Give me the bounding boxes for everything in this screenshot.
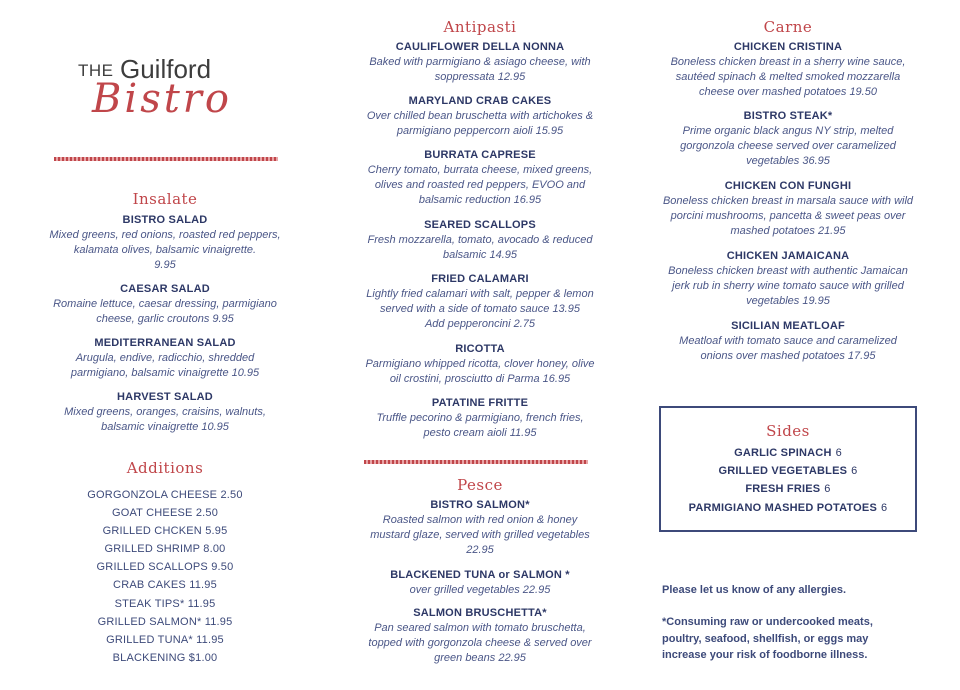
item-desc: Mixed greens, red onions, roasted red peppers, [49,229,281,241]
list-item: GORGONZOLA CHEESE 2.50 [87,489,243,501]
item-name: CAULIFLOWER DELLA NONNA [395,41,565,53]
item-desc: vegetables 36.95 [746,155,830,167]
item-desc: 22.95 [466,544,494,556]
list-item [661,480,915,498]
item-desc: vegetables 19.95 [746,295,830,307]
allergy-note: Please let us know of any allergies. [662,584,847,596]
item-desc: Prime organic black angus NY strip, melted [682,125,894,137]
warning-line: poultry, seafood, shellfish, or eggs may [662,632,869,645]
item-desc: served with a side of tomato sauce 13.95 [380,303,580,315]
menu-item [30,213,300,273]
side-price: 6 [824,483,831,496]
item-name: RICOTTA [455,343,505,355]
item-desc: over grilled vegetables 22.95 [409,584,551,596]
item-desc: Boneless chicken breast in marsala sauce with wild [662,195,914,207]
list-item: GRILLED SCALLOPS 9.50 [96,561,234,574]
item-desc: gorgonzola cheese served over caramelized [680,140,896,152]
menu-item [345,606,615,666]
item-name: CHICKEN CRISTINA [733,41,843,53]
menu-item [648,40,928,100]
menu-item [345,498,615,558]
item-name: BLACKENED TUNA or SALMON * [390,569,570,581]
item-desc: Truffle pecorino & parmigiano, french fries, [376,412,584,424]
warning-line: increase your risk of foodborne illness. [662,649,868,661]
item-desc: soppressata 12.95 [434,71,526,83]
item-desc: cheese over mashed potatoes 19.50 [699,86,877,98]
side-price: 6 [835,447,842,459]
list-item: GRILLED SALMON* 11.95 [97,615,233,628]
item-desc: Add pepperoncini 2.75 [424,318,536,330]
item-name: HARVEST SALAD [117,391,213,403]
list-item: GRILLED CHCKEN 5.95 [102,525,228,538]
list-item: GRILLED SHRIMP 8.00 [104,543,226,556]
divider-pesce [364,460,588,464]
sides-list [661,444,915,517]
section-title-pesce: Pesce [457,476,503,494]
item-desc: parmigiano peppercorn aioli 15.95 [396,125,564,137]
item-desc: sautéed spinach & melted smoked mozzarella [675,71,901,83]
side-name: GRILLED VEGETABLES [718,465,848,478]
item-desc: Mixed greens, oranges, craisins, walnuts, [64,406,266,418]
item-name: SALMON BRUSCHETTA* [413,607,547,619]
item-name: PATATINE FRITTE [431,397,529,409]
logo-script: Bistro [92,76,232,122]
item-desc: olives and roasted red peppers, EVOO and [374,179,586,191]
list-item: STEAK TIPS* 11.95 [114,597,216,610]
list-item: GOAT CHEESE 2.50 [111,507,219,520]
menu-item [345,272,615,332]
item-name: SICILIAN MEATLOAF [731,320,845,332]
logo-the: THE [78,61,114,80]
item-desc: Pan seared salmon with tomato bruschetta, [374,622,586,634]
list-item: CRAB CAKES 11.95 [113,579,217,592]
side-name: FRESH FRIES [745,483,821,496]
item-desc: Cherry tomato, burrata cheese, mixed greens, [367,164,593,176]
item-name: MARYLAND CRAB CAKES [408,95,552,107]
menu-item [648,179,928,239]
section-title-insalate: Insalate [132,190,198,208]
item-name: BISTRO STEAK* [743,110,833,122]
logo-name: Guilford [120,54,212,84]
item-desc: topped with gorgonzola cheese & served over [368,637,592,649]
sides-box [659,406,917,532]
section-title-carne: Carne [763,18,813,36]
item-desc: balsamic reduction 16.95 [418,194,542,206]
section-title-additions: Additions [126,459,204,477]
list-item [661,462,915,480]
list-item: GRILLED TUNA* 11.95 [106,633,224,646]
item-name: BURRATA CAPRESE [424,149,536,161]
section-title-antipasti: Antipasti [443,18,517,36]
item-desc: oil crostini, prosciutto di Parma 16.95 [389,373,571,385]
side-name: GARLIC SPINACH [734,447,832,459]
item-desc: Baked with parmigiano & asiago cheese, with [369,56,591,68]
item-desc: Fresh mozzarella, tomato, avocado & reduced [367,234,593,246]
item-name: SEARED SCALLOPS [424,219,536,231]
list-item: BLACKENING $1.00 [112,651,218,664]
item-desc: Arugula, endive, radicchio, shredded [75,352,255,364]
side-name: PARMIGIANO MASHED POTATOES [688,501,877,514]
item-desc: mashed potatoes 21.95 [730,225,846,237]
item-desc: Boneless chicken breast in a sherry wine sauce, [670,56,906,68]
item-desc: balsamic 14.95 [443,249,517,261]
menu-item [30,390,300,435]
item-desc: porcini mushrooms, pancetta & sweet peas over [670,210,906,222]
menu-item [345,568,615,598]
item-desc: Over chilled bean bruschetta with artichokes & [366,110,594,122]
item-desc: Meatloaf with tomato sauce and caramelized [679,335,897,347]
item-name: MEDITERRANEAN SALAD [94,337,236,349]
item-desc: cheese, garlic croutons 9.95 [96,313,234,325]
menu-item [345,218,615,263]
list-item [661,499,915,517]
item-name: FRIED CALAMARI [431,273,529,285]
item-desc: onions over mashed potatoes 17.95 [700,350,876,362]
menu-item [345,342,615,387]
item-name: CHICKEN CON FUNGHI [724,180,852,192]
menu-item [345,40,615,85]
divider-logo [54,157,278,161]
section-title-sides: Sides [766,422,810,440]
menu-item [648,109,928,169]
item-name: BISTRO SALMON* [430,499,530,511]
item-desc: pesto cream aioli 11.95 [423,427,537,439]
item-desc: Romaine lettuce, caesar dressing, parmigiano [53,298,277,310]
warning-line: *Consuming raw or undercooked meats, [662,616,873,628]
menu-item [345,148,615,208]
item-desc: green beans 22.95 [434,652,526,664]
menu-item [30,282,300,327]
item-desc: jerk rub in sherry wine tomato sauce with grilled [672,280,904,292]
item-name: BISTRO SALAD [122,214,208,226]
item-desc: 9.95 [154,259,176,271]
item-desc: parmigiano, balsamic vinaigrette 10.95 [70,367,260,379]
menu-item [30,336,300,381]
restaurant-logo [78,54,278,126]
item-desc: Lightly fried calamari with salt, pepper & lemon [366,288,594,300]
additions-list [30,486,300,667]
menu-item [648,249,928,309]
item-desc: mustard glaze, served with grilled vegetables [370,529,590,541]
item-desc: Parmigiano whipped ricotta, clover honey, olive [365,358,595,370]
item-desc: kalamata olives, balsamic vinaigrette. [73,244,257,256]
item-name: CHICKEN JAMAICANA [726,250,850,262]
menu-item [648,319,928,364]
menu-item [345,94,615,139]
consumption-warning [662,614,922,664]
side-price: 6 [881,501,888,514]
item-desc: balsamic vinaigrette 10.95 [101,421,229,433]
item-desc: Boneless chicken breast with authentic Jamaican [668,265,908,277]
item-desc: Roasted salmon with red onion & honey [382,514,578,526]
menu-item [345,396,615,441]
list-item [661,444,915,462]
item-name: CAESAR SALAD [120,283,210,295]
side-price: 6 [851,465,858,478]
